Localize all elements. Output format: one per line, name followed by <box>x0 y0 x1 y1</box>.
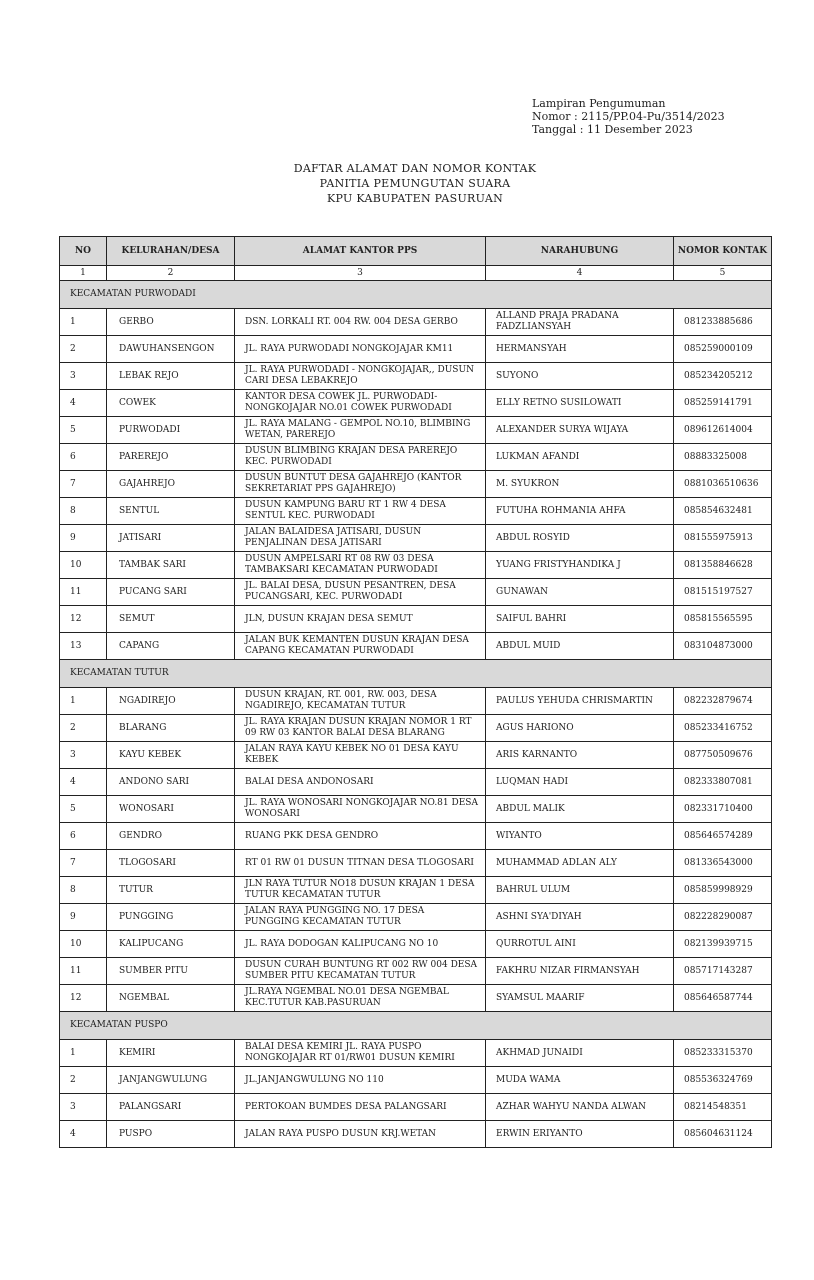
cell-no: 10 <box>60 931 107 958</box>
cell-kelurahan: PURWODADI <box>107 417 235 444</box>
cell-nomor-kontak: 082139939715 <box>674 931 772 958</box>
table-row <box>60 471 772 498</box>
section-row <box>60 1012 772 1040</box>
cell-narahubung: BAHRUL ULUM <box>486 877 674 904</box>
cell-nomor-kontak: 085646574289 <box>674 823 772 850</box>
cell-nomor-kontak: 085717143287 <box>674 958 772 985</box>
cell-alamat: JALAN BUK KEMANTEN DUSUN KRAJAN DESA CAPANG KECAMATAN PURWODADI <box>235 633 486 660</box>
table-row <box>60 769 772 796</box>
cell-no: 6 <box>60 823 107 850</box>
cell-kelurahan: PAREREJO <box>107 444 235 471</box>
table-row <box>60 444 772 471</box>
cell-nomor-kontak: 0881036510636 <box>674 471 772 498</box>
cell-narahubung: MUHAMMAD ADLAN ALY <box>486 850 674 877</box>
attachment-date: Tanggal : 11 Desember 2023 <box>532 123 693 136</box>
cell-narahubung: ALLAND PRAJA PRADANA FADZLIANSYAH <box>486 309 674 336</box>
cell-nomor-kontak: 081515197527 <box>674 579 772 606</box>
section-row <box>60 660 772 688</box>
cell-no: 2 <box>60 715 107 742</box>
cell-kelurahan: NGEMBAL <box>107 985 235 1012</box>
cell-kelurahan: SENTUL <box>107 498 235 525</box>
header-narahubung: NARAHUBUNG <box>486 237 674 266</box>
cell-alamat: DUSUN BLIMBING KRAJAN DESA PAREREJO KEC. PURWODADI <box>235 444 486 471</box>
cell-narahubung: ABDUL ROSYID <box>486 525 674 552</box>
cell-kelurahan: TAMBAK SARI <box>107 552 235 579</box>
cell-alamat: KANTOR DESA COWEK JL. PURWODADI-NONGKOJAJAR NO.01 COWEK PURWODADI <box>235 390 486 417</box>
cell-narahubung: M. SYUKRON <box>486 471 674 498</box>
cell-nomor-kontak: 085259141791 <box>674 390 772 417</box>
cell-narahubung: FAKHRU NIZAR FIRMANSYAH <box>486 958 674 985</box>
contact-table <box>59 236 772 1148</box>
cell-narahubung: WIYANTO <box>486 823 674 850</box>
cell-nomor-kontak: 085604631124 <box>674 1121 772 1148</box>
section-title: KECAMATAN PURWODADI <box>60 281 772 309</box>
cell-alamat: JL.JANJANGWULUNG NO 110 <box>235 1067 486 1094</box>
cell-no: 9 <box>60 904 107 931</box>
table-row <box>60 823 772 850</box>
cell-no: 8 <box>60 498 107 525</box>
cell-kelurahan: COWEK <box>107 390 235 417</box>
column-index: 1 <box>60 266 107 281</box>
section-title: KECAMATAN PUSPO <box>60 1012 772 1040</box>
cell-narahubung: GUNAWAN <box>486 579 674 606</box>
table-row <box>60 525 772 552</box>
cell-nomor-kontak: 085815565595 <box>674 606 772 633</box>
table-header-row <box>60 237 772 266</box>
cell-narahubung: LUQMAN HADI <box>486 769 674 796</box>
cell-alamat: JALAN RAYA PUSPO DUSUN KRJ.WETAN <box>235 1121 486 1148</box>
cell-alamat: DUSUN KAMPUNG BARU RT 1 RW 4 DESA SENTUL KEC. PURWODADI <box>235 498 486 525</box>
cell-nomor-kontak: 082228290087 <box>674 904 772 931</box>
table-row <box>60 417 772 444</box>
cell-nomor-kontak: 085646587744 <box>674 985 772 1012</box>
cell-narahubung: HERMANSYAH <box>486 336 674 363</box>
cell-alamat: JL. RAYA WONOSARI NONGKOJAJAR NO.81 DESA WONOSARI <box>235 796 486 823</box>
column-index: 4 <box>486 266 674 281</box>
table-row <box>60 715 772 742</box>
header-kelurahan: KELURAHAN/DESA <box>107 237 235 266</box>
column-index: 3 <box>235 266 486 281</box>
cell-no: 10 <box>60 552 107 579</box>
cell-nomor-kontak: 081358846628 <box>674 552 772 579</box>
cell-alamat: JL. RAYA MALANG - GEMPOL NO.10, BLIMBING WETAN, PAREREJO <box>235 417 486 444</box>
cell-kelurahan: DAWUHANSENGON <box>107 336 235 363</box>
cell-kelurahan: KALIPUCANG <box>107 931 235 958</box>
cell-no: 2 <box>60 336 107 363</box>
cell-nomor-kontak: 081233885686 <box>674 309 772 336</box>
cell-no: 5 <box>60 417 107 444</box>
table-row <box>60 606 772 633</box>
cell-alamat: JL. RAYA PURWODADI - NONGKOJAJAR,, DUSUN CARI DESA LEBAKREJO <box>235 363 486 390</box>
table-row <box>60 1094 772 1121</box>
cell-nomor-kontak: 081336543000 <box>674 850 772 877</box>
cell-narahubung: ELLY RETNO SUSILOWATI <box>486 390 674 417</box>
cell-alamat: PERTOKOAN BUMDES DESA PALANGSARI <box>235 1094 486 1121</box>
cell-no: 2 <box>60 1067 107 1094</box>
cell-narahubung: QURROTUL AINI <box>486 931 674 958</box>
cell-kelurahan: SEMUT <box>107 606 235 633</box>
cell-nomor-kontak: 085859998929 <box>674 877 772 904</box>
cell-alamat: DUSUN BUNTUT DESA GAJAHREJO (KANTOR SEKRETARIAT PPS GAJAHREJO) <box>235 471 486 498</box>
cell-no: 8 <box>60 877 107 904</box>
attachment-number: Nomor : 2115/PP.04-Pu/3514/2023 <box>532 110 725 123</box>
cell-nomor-kontak: 085233416752 <box>674 715 772 742</box>
cell-no: 11 <box>60 958 107 985</box>
cell-kelurahan: GAJAHREJO <box>107 471 235 498</box>
cell-narahubung: SUYONO <box>486 363 674 390</box>
cell-nomor-kontak: 089612614004 <box>674 417 772 444</box>
cell-no: 12 <box>60 606 107 633</box>
table-row <box>60 336 772 363</box>
header-nomor-kontak: NOMOR KONTAK <box>674 237 772 266</box>
cell-narahubung: PAULUS YEHUDA CHRISMARTIN <box>486 688 674 715</box>
table-row <box>60 363 772 390</box>
cell-narahubung: YUANG FRISTYHANDIKA J <box>486 552 674 579</box>
table-row <box>60 1067 772 1094</box>
cell-alamat: JL. RAYA DODOGAN KALIPUCANG NO 10 <box>235 931 486 958</box>
cell-kelurahan: ANDONO SARI <box>107 769 235 796</box>
table-row <box>60 877 772 904</box>
cell-no: 4 <box>60 769 107 796</box>
cell-nomor-kontak: 082232879674 <box>674 688 772 715</box>
cell-alamat: DUSUN CURAH BUNTUNG RT 002 RW 004 DESA SUMBER PITU KECAMATAN TUTUR <box>235 958 486 985</box>
cell-no: 1 <box>60 309 107 336</box>
table-row <box>60 931 772 958</box>
table-row <box>60 958 772 985</box>
cell-no: 4 <box>60 390 107 417</box>
table-row <box>60 904 772 931</box>
cell-kelurahan: CAPANG <box>107 633 235 660</box>
cell-kelurahan: WONOSARI <box>107 796 235 823</box>
cell-no: 5 <box>60 796 107 823</box>
cell-narahubung: ALEXANDER SURYA WIJAYA <box>486 417 674 444</box>
cell-narahubung: LUKMAN AFANDI <box>486 444 674 471</box>
cell-alamat: JLN, DUSUN KRAJAN DESA SEMUT <box>235 606 486 633</box>
cell-nomor-kontak: 085854632481 <box>674 498 772 525</box>
column-index-row <box>60 266 772 281</box>
table-row <box>60 552 772 579</box>
cell-no: 9 <box>60 525 107 552</box>
cell-no: 7 <box>60 850 107 877</box>
cell-nomor-kontak: 082331710400 <box>674 796 772 823</box>
cell-kelurahan: JATISARI <box>107 525 235 552</box>
table-row <box>60 688 772 715</box>
table-row <box>60 796 772 823</box>
table-row <box>60 633 772 660</box>
cell-nomor-kontak: 08883325008 <box>674 444 772 471</box>
table-row <box>60 579 772 606</box>
cell-alamat: JL.RAYA NGEMBAL NO.01 DESA NGEMBAL KEC.TUTUR KAB.PASURUAN <box>235 985 486 1012</box>
cell-narahubung: SYAMSUL MAARIF <box>486 985 674 1012</box>
table-row <box>60 498 772 525</box>
cell-alamat: DUSUN KRAJAN, RT. 001, RW. 003, DESA NGADIREJO, KECAMATAN TUTUR <box>235 688 486 715</box>
cell-kelurahan: TUTUR <box>107 877 235 904</box>
cell-alamat: BALAI DESA KEMIRI JL. RAYA PUSPO NONGKOJAJAR RT 01/RW01 DUSUN KEMIRI <box>235 1040 486 1067</box>
cell-nomor-kontak: 085233315370 <box>674 1040 772 1067</box>
cell-nomor-kontak: 085536324769 <box>674 1067 772 1094</box>
column-index: 2 <box>107 266 235 281</box>
cell-alamat: RUANG PKK DESA GENDRO <box>235 823 486 850</box>
cell-kelurahan: PUNGGING <box>107 904 235 931</box>
cell-nomor-kontak: 087750509676 <box>674 742 772 769</box>
table-row <box>60 850 772 877</box>
header-no: NO <box>60 237 107 266</box>
cell-alamat: RT 01 RW 01 DUSUN TITNAN DESA TLOGOSARI <box>235 850 486 877</box>
table-row <box>60 1121 772 1148</box>
cell-kelurahan: BLARANG <box>107 715 235 742</box>
section-row <box>60 281 772 309</box>
cell-kelurahan: KAYU KEBEK <box>107 742 235 769</box>
cell-alamat: JL. RAYA PURWODADI NONGKOJAJAR KM11 <box>235 336 486 363</box>
cell-nomor-kontak: 085259000109 <box>674 336 772 363</box>
cell-no: 11 <box>60 579 107 606</box>
cell-kelurahan: GERBO <box>107 309 235 336</box>
cell-narahubung: AZHAR WAHYU NANDA ALWAN <box>486 1094 674 1121</box>
cell-narahubung: ABDUL MUID <box>486 633 674 660</box>
cell-no: 13 <box>60 633 107 660</box>
document-title <box>0 161 814 206</box>
cell-narahubung: ABDUL MALIK <box>486 796 674 823</box>
cell-alamat: JL. BALAI DESA, DUSUN PESANTREN, DESA PUCANGSARI, KEC. PURWODADI <box>235 579 486 606</box>
title-line-1: DAFTAR ALAMAT DAN NOMOR KONTAK <box>293 162 537 175</box>
cell-narahubung: ARIS KARNANTO <box>486 742 674 769</box>
cell-no: 12 <box>60 985 107 1012</box>
cell-no: 7 <box>60 471 107 498</box>
section-title: KECAMATAN TUTUR <box>60 660 772 688</box>
cell-kelurahan: PALANGSARI <box>107 1094 235 1121</box>
cell-alamat: JALAN RAYA PUNGGING NO. 17 DESA PUNGGING KECAMATAN TUTUR <box>235 904 486 931</box>
column-index: 5 <box>674 266 772 281</box>
attachment-note <box>532 97 725 136</box>
cell-alamat: JALAN BALAIDESA JATISARI, DUSUN PENJALINAN DESA JATISARI <box>235 525 486 552</box>
cell-alamat: DSN. LORKALI RT. 004 RW. 004 DESA GERBO <box>235 309 486 336</box>
cell-alamat: JALAN RAYA KAYU KEBEK NO 01 DESA KAYU KEBEK <box>235 742 486 769</box>
cell-kelurahan: TLOGOSARI <box>107 850 235 877</box>
cell-no: 1 <box>60 688 107 715</box>
table-body <box>60 266 772 1148</box>
cell-alamat: JL. RAYA KRAJAN DUSUN KRAJAN NOMOR 1 RT 09 RW 03 KANTOR BALAI DESA BLARANG <box>235 715 486 742</box>
cell-no: 3 <box>60 742 107 769</box>
cell-kelurahan: PUCANG SARI <box>107 579 235 606</box>
table-row <box>60 1040 772 1067</box>
cell-nomor-kontak: 081555975913 <box>674 525 772 552</box>
cell-kelurahan: NGADIREJO <box>107 688 235 715</box>
cell-kelurahan: GENDRO <box>107 823 235 850</box>
cell-narahubung: FUTUHA ROHMANIA AHFA <box>486 498 674 525</box>
cell-no: 4 <box>60 1121 107 1148</box>
cell-nomor-kontak: 082333807081 <box>674 769 772 796</box>
cell-narahubung: SAIFUL BAHRI <box>486 606 674 633</box>
cell-narahubung: AGUS HARIONO <box>486 715 674 742</box>
cell-nomor-kontak: 08214548351 <box>674 1094 772 1121</box>
attachment-line-1: Lampiran Pengumuman <box>532 97 666 110</box>
cell-kelurahan: PUSPO <box>107 1121 235 1148</box>
cell-nomor-kontak: 085234205212 <box>674 363 772 390</box>
table-row <box>60 390 772 417</box>
cell-kelurahan: JANJANGWULUNG <box>107 1067 235 1094</box>
cell-alamat: BALAI DESA ANDONOSARI <box>235 769 486 796</box>
header-alamat: ALAMAT KANTOR PPS <box>235 237 486 266</box>
table-row <box>60 985 772 1012</box>
cell-alamat: DUSUN AMPELSARI RT 08 RW 03 DESA TAMBAKSARI KECAMATAN PURWODADI <box>235 552 486 579</box>
cell-kelurahan: LEBAK REJO <box>107 363 235 390</box>
cell-no: 1 <box>60 1040 107 1067</box>
cell-alamat: JLN RAYA TUTUR NO18 DUSUN KRAJAN 1 DESA TUTUR KECAMATAN TUTUR <box>235 877 486 904</box>
table-row <box>60 742 772 769</box>
cell-no: 3 <box>60 363 107 390</box>
cell-narahubung: MUDA WAMA <box>486 1067 674 1094</box>
title-line-2: PANITIA PEMUNGUTAN SUARA <box>319 177 511 190</box>
table-row <box>60 309 772 336</box>
cell-narahubung: ERWIN ERIYANTO <box>486 1121 674 1148</box>
cell-nomor-kontak: 083104873000 <box>674 633 772 660</box>
cell-narahubung: ASHNI SYA'DIYAH <box>486 904 674 931</box>
cell-kelurahan: KEMIRI <box>107 1040 235 1067</box>
cell-no: 3 <box>60 1094 107 1121</box>
cell-narahubung: AKHMAD JUNAIDI <box>486 1040 674 1067</box>
title-line-3: KPU KABUPATEN PASURUAN <box>326 192 503 205</box>
cell-no: 6 <box>60 444 107 471</box>
cell-kelurahan: SUMBER PITU <box>107 958 235 985</box>
